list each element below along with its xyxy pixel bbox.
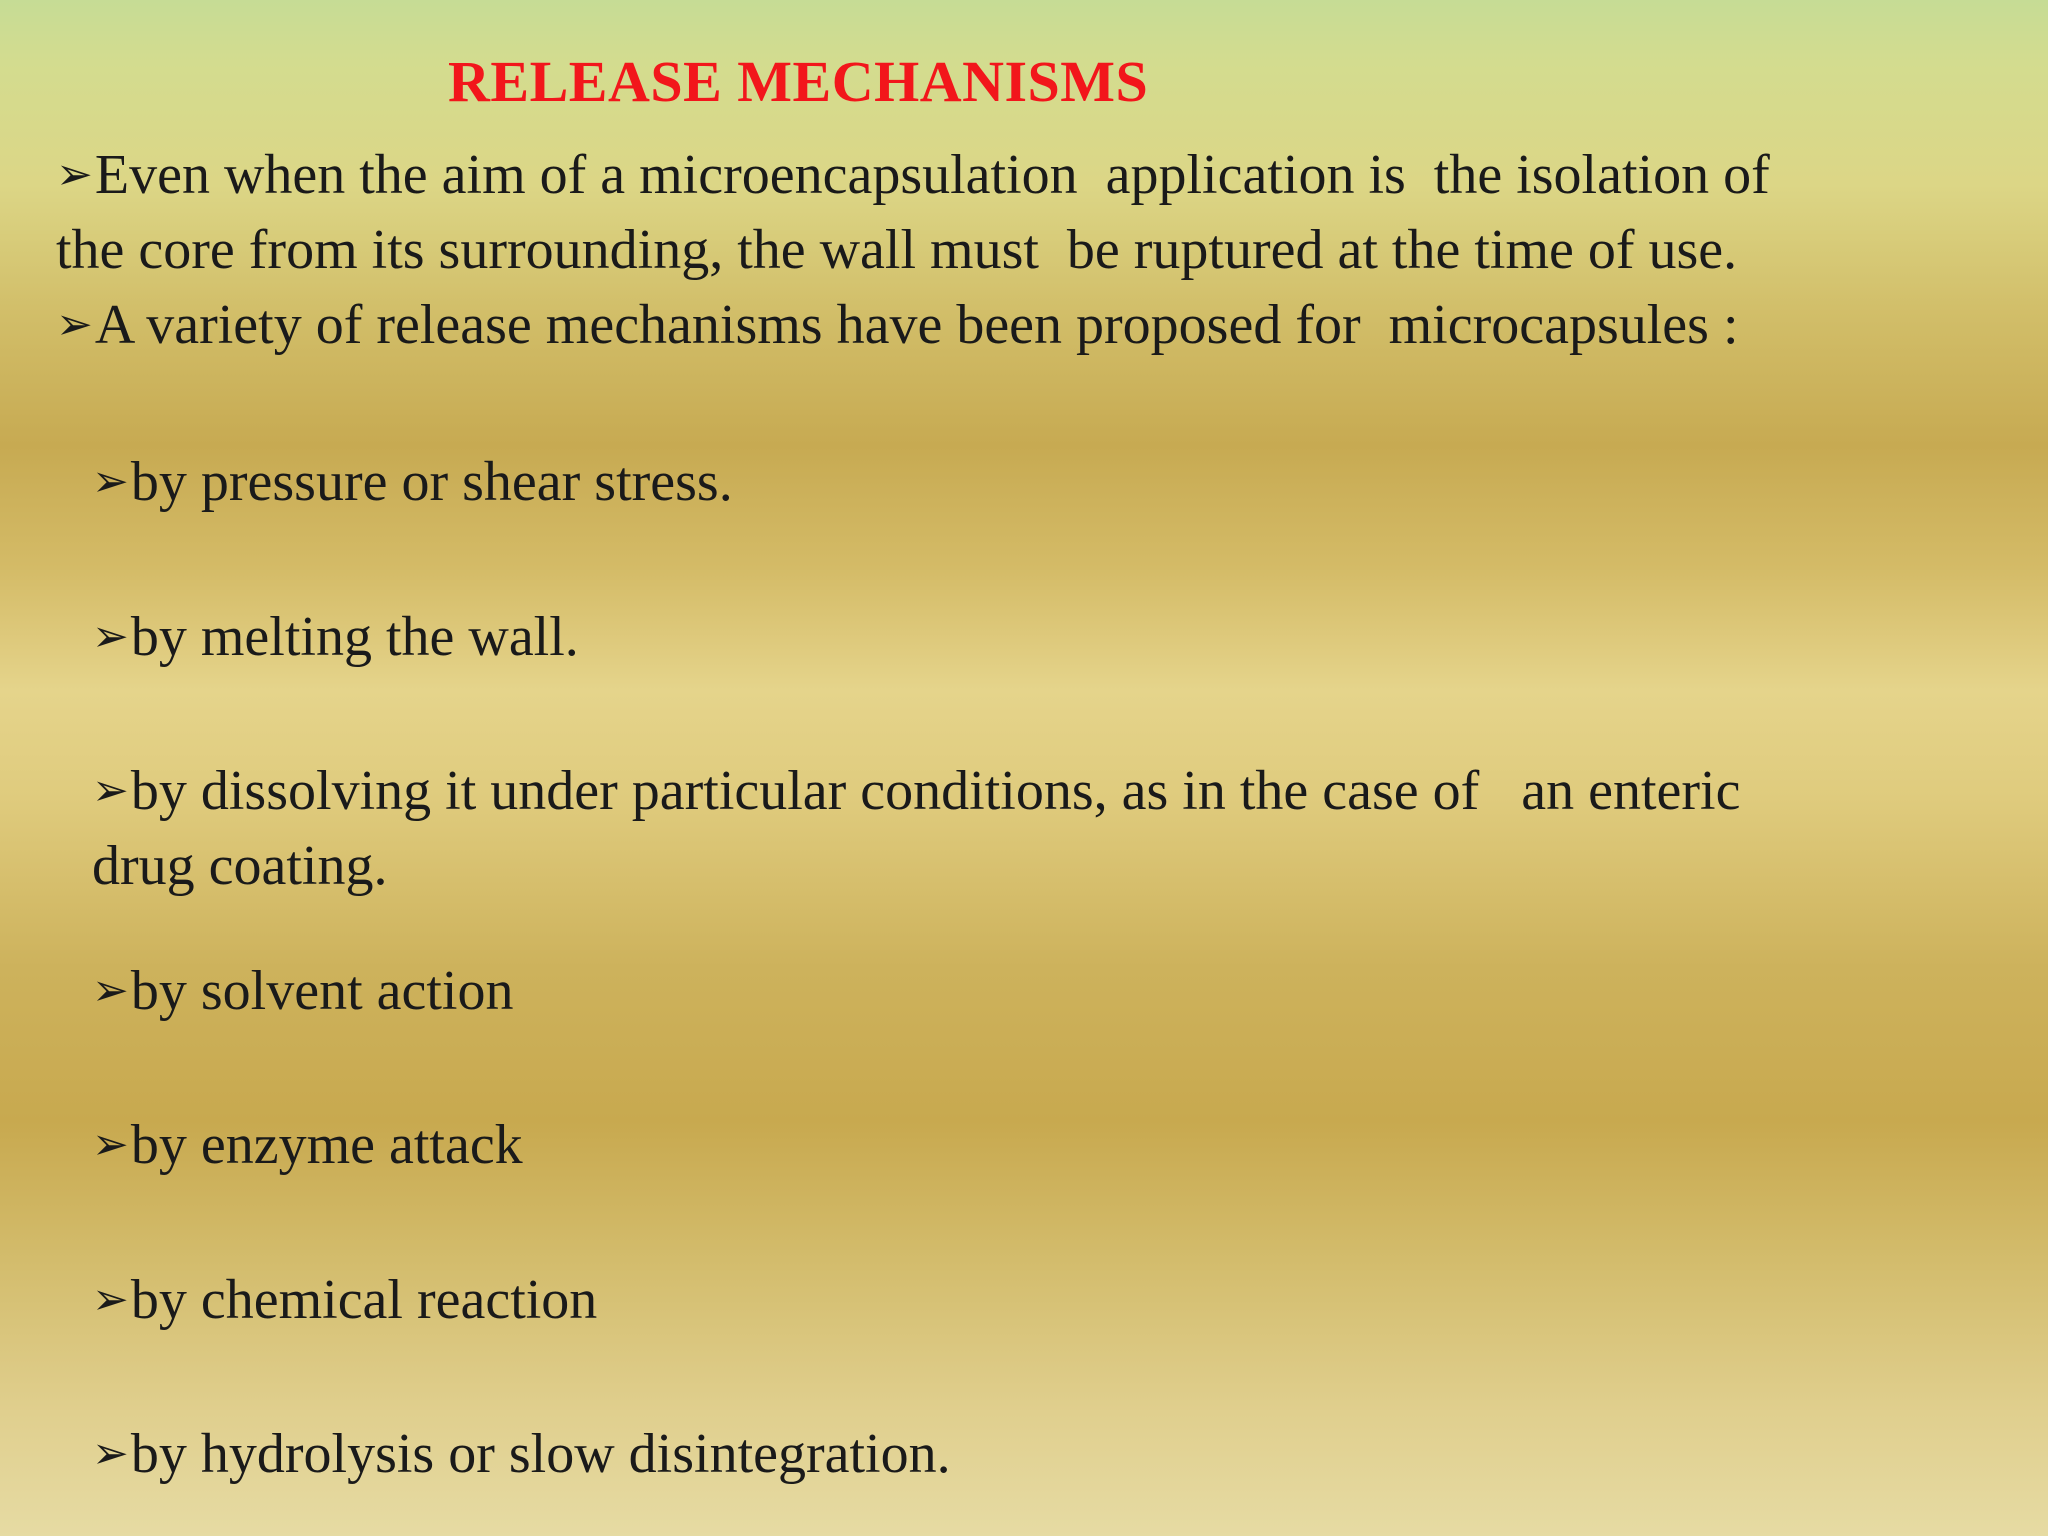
mechanism-item-label: by dissolving it under particular conditions, as in the case of an enteric [130, 760, 1741, 822]
mechanism-item-pressure [92, 444, 733, 520]
arrow-bullet-icon: ➢ [92, 611, 129, 662]
mechanism-item-label: by enzyme attack [130, 1114, 523, 1176]
arrow-bullet-icon: ➢ [92, 965, 129, 1016]
mechanism-item-hydrolysis [92, 1416, 951, 1492]
mechanism-item-label: by pressure or shear stress. [130, 451, 733, 513]
mechanism-item-chemical [92, 1262, 597, 1338]
arrow-bullet-icon: ➢ [56, 299, 93, 350]
mechanism-item-label: by solvent action [130, 960, 514, 1022]
mechanism-item-dissolving [92, 753, 1740, 904]
arrow-bullet-icon: ➢ [92, 765, 129, 816]
mechanism-item-label: by melting the wall. [130, 606, 579, 668]
arrow-bullet-icon: ➢ [92, 1428, 129, 1479]
arrow-bullet-icon: ➢ [56, 149, 93, 200]
mechanism-item-label: by hydrolysis or slow disintegration. [130, 1423, 951, 1485]
intro-paragraph-2 [56, 287, 1739, 363]
mechanism-item-enzyme [92, 1107, 523, 1183]
mechanism-item-label-continued: drug coating. [92, 835, 388, 897]
mechanism-item-melting [92, 599, 579, 675]
arrow-bullet-icon: ➢ [92, 1274, 129, 1325]
mechanism-item-label: by chemical reaction [130, 1269, 598, 1331]
intro-paragraph-1 [56, 137, 1770, 288]
intro-paragraph-1-line-1: Even when the aim of a microencapsulation application is the isolation of [94, 144, 1770, 206]
intro-paragraph-2-line-1: A variety of release mechanisms have been proposed for microcapsules : [94, 294, 1739, 356]
intro-paragraph-1-line-2: the core from its surrounding, the wall must be ruptured at the time of use. [56, 219, 1738, 281]
arrow-bullet-icon: ➢ [92, 1119, 129, 1170]
slide-title: RELEASE MECHANISMS [448, 49, 1149, 114]
mechanism-item-solvent [92, 953, 513, 1029]
arrow-bullet-icon: ➢ [92, 456, 129, 507]
